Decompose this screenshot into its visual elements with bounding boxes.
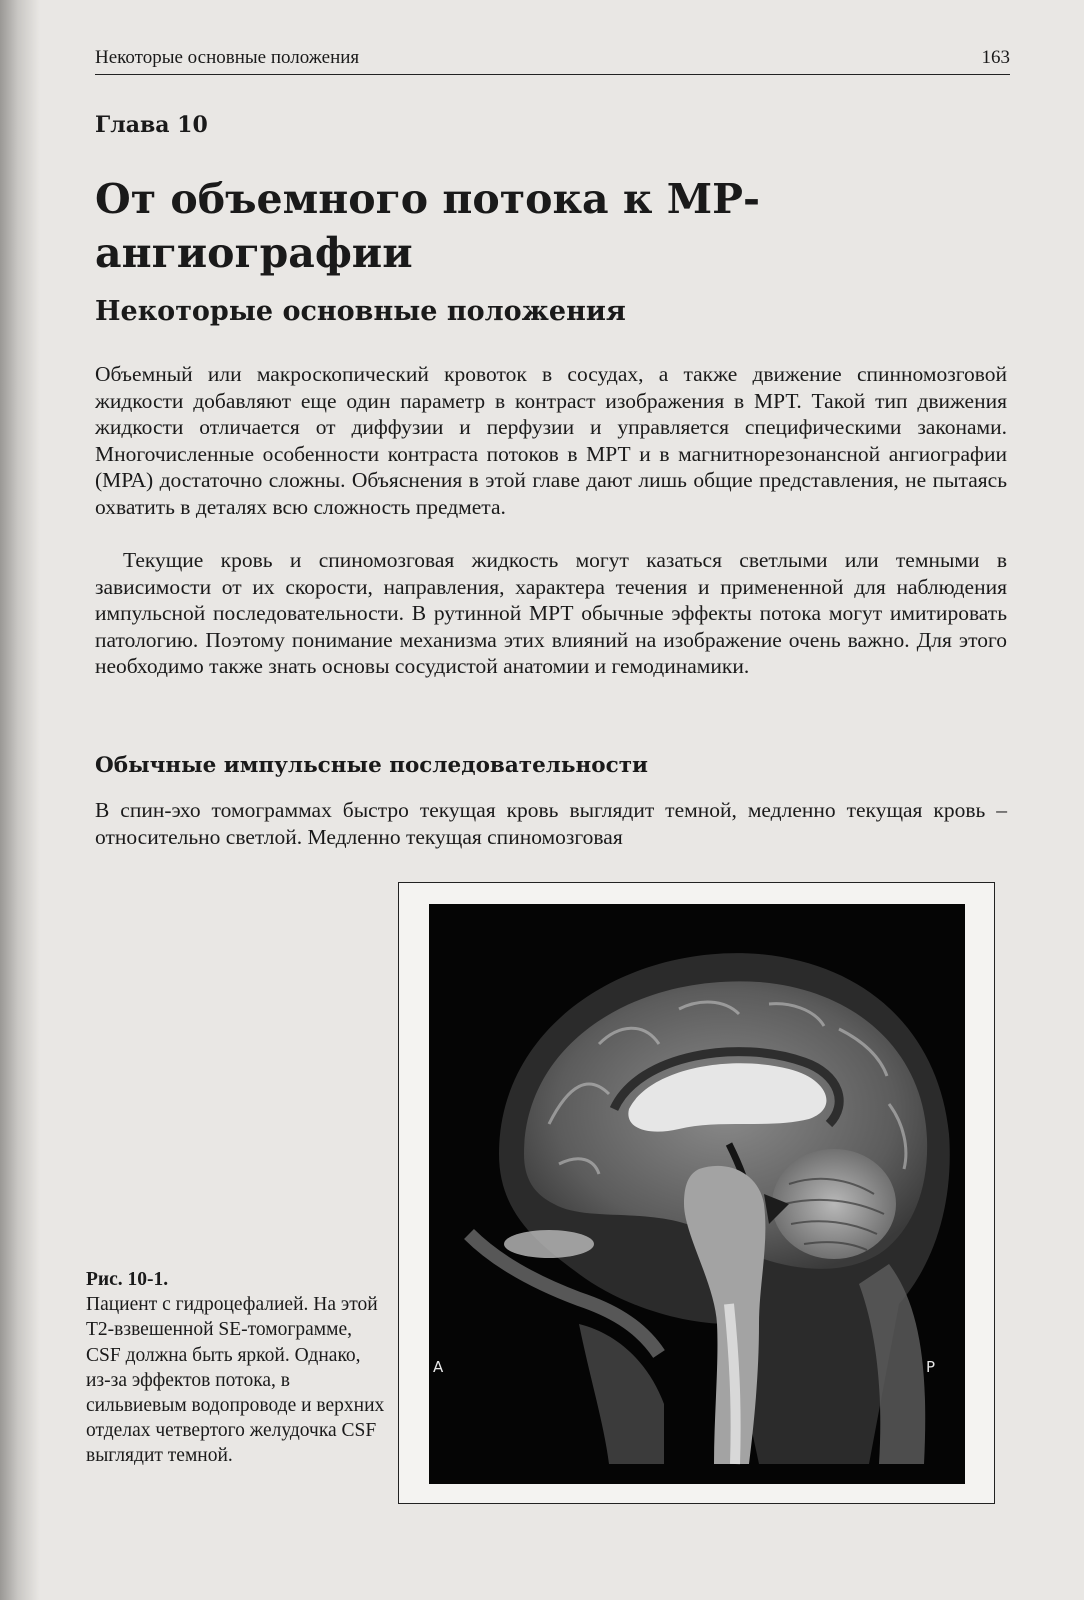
page-number: 163 xyxy=(981,47,1010,68)
figure-label: Рис. 10-1. xyxy=(86,1269,169,1290)
subsection-title: Обычные импульсные последовательности xyxy=(95,753,648,778)
paragraph-flow-appearance: Текущие кровь и спиномозговая жидкость могут казаться светлыми или темными в зависимости от их скорости, направления, характера течения и примененной для наблюдения импульсной последовательности. В рутинной МРТ обычные эффекты потока могут имитировать патологию. Поэтому понимание механизма этих влияний на изображение очень важно. Для этого необходимо также знать основы сосудистой анатомии и гемодинамики. xyxy=(95,548,1007,679)
section-title: Некоторые основные положения xyxy=(95,296,626,327)
paragraph-intro: Объемный или макроскопический кровоток в сосудах, а также движение спинномозговой жидкости добавляют еще один параметр в контраст изображения в МРТ. Такой тип движения жидкости отличается от диффузии и перфузии и управляется специфическими законами. Многочисленные особенности контраста потоков в МРТ и в магнитнорезонансной ангиографии (МРА) достаточно сложны. Объяснения в этой главе дают лишь общие представления, не пытаясь охватить в деталях всю сложность предмета. xyxy=(95,362,1007,519)
figure-frame xyxy=(398,882,995,1504)
page-gutter-shadow xyxy=(0,0,40,1600)
chapter-title: От объемного потока к МР-ангиографии xyxy=(95,175,761,277)
paragraph-spin-echo: В спин-эхо томограммах быстро текущая кровь выглядит темной, медленно текущая кровь – относительно светлой. Медленно текущая спиномозговая xyxy=(95,798,1007,849)
running-head xyxy=(95,44,1010,75)
chapter-label: Глава 10 xyxy=(95,112,208,138)
figure-caption-text: Пациент с гидроцефалией. На этой Т2-взвешенной SE-томограмме, CSF должна быть яркой. Однако, из-за эффектов потока, в сильвиевым водопроводе и верхних отделах четвертого желудочка CSF выглядит темной. xyxy=(86,1294,385,1467)
figure-caption xyxy=(86,1267,386,1469)
mri-marker-anterior: A xyxy=(433,1358,444,1376)
mri-marker-posterior: P xyxy=(925,1358,935,1376)
mri-sagittal-image xyxy=(429,904,965,1484)
running-head-section: Некоторые основные положения xyxy=(95,47,360,68)
mri-illustration xyxy=(429,904,965,1484)
